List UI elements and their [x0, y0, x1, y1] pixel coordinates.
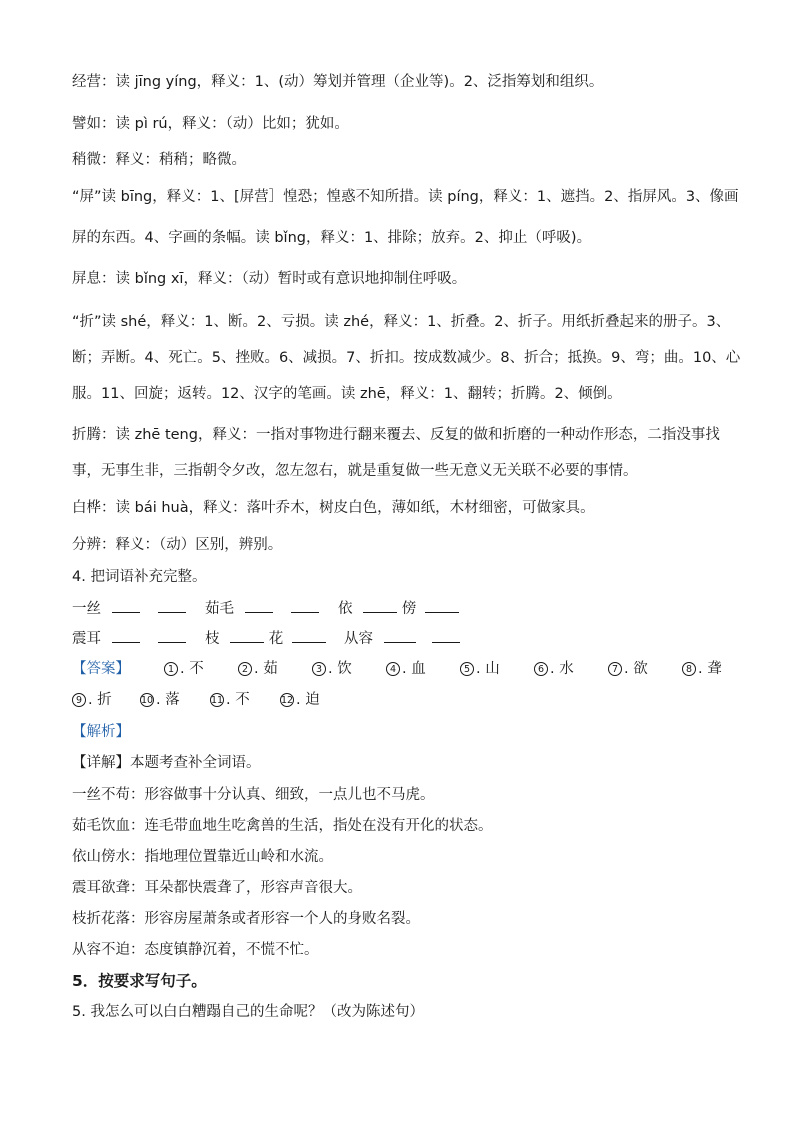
idiom-blank-zhihua	[205, 628, 326, 649]
detail-text: 本题考查补全词语。	[130, 755, 261, 771]
question-5-item: 5. 我怎么可以白白糟蹋自己的生命呢？（改为陈述句）	[72, 1004, 424, 1020]
blank-6[interactable]	[425, 598, 459, 613]
answer-item-6: 6 . 水	[534, 659, 574, 679]
idiom-blank-congrong	[344, 628, 460, 649]
definition-zhe-line3: 服。11、回旋；返转。12、汉字的笔画。读 zhē，释义：1、翻转；折腾。2、倾倒。	[72, 386, 622, 402]
question-5-heading: 5．按要求写句子。	[72, 972, 207, 990]
blank-8[interactable]	[158, 628, 186, 643]
analysis-line-1: 一丝不苟：形容做事十分认真、细致，一点儿也不马虎。	[72, 787, 435, 803]
idiom-char: 依	[338, 601, 353, 617]
definition-jingying: 经营：读 jīng yíng，释义：1、(动）筹划并管理（企业等)。2、泛指筹划和组织。	[72, 74, 604, 90]
idiom-blank-rumao	[205, 598, 319, 619]
answer-item-3: 3 . 饮	[312, 659, 352, 679]
definition-fenbian: 分辨：释义：（动）区别，辨别。	[72, 537, 283, 553]
idiom-blank-zhener	[72, 628, 186, 649]
definition-bingxi: 屏息：读 bǐng xī，释义：（动）暂时或有意识地抑制住呼吸。	[72, 271, 467, 287]
answer-item-12: 12 . 迫	[281, 692, 320, 708]
definition-zheteng-line2: 事，无事生非，三指朝令夕改，忽左忽右，就是重复做一些无意义无关联不必要的事情。	[72, 463, 638, 479]
idiom-prefix: 茹毛	[205, 601, 234, 617]
analysis-line-5: 枝折花落：形容房屋萧条或者形容一个人的身败名裂。	[72, 911, 420, 927]
definition-zheteng-line1: 折腾：读 zhē teng，释义：一指对事物进行翻来覆去、反复的做和折磨的一种动作形态，二指没事找	[72, 427, 720, 443]
idiom-char: 傍	[401, 601, 417, 617]
definition-zhe-line1: “折”读 shé，释义：1、断。2、亏损。读 zhé，释义：1、折叠。2、折子。用纸折叠起来的册子。3、	[72, 314, 731, 330]
answer-item-1: 1 . 不	[164, 659, 204, 679]
answer-item-5: 5 . 山	[460, 659, 500, 679]
blank-3[interactable]	[245, 598, 273, 613]
definition-baihua: 白桦：读 bái huà，释义：落叶乔木，树皮白色，薄如纸，木材细密，可做家具。	[72, 500, 595, 516]
analysis-line-3: 依山傍水：指地理位置靠近山岭和水流。	[72, 849, 333, 865]
answer-item-11: 11 . 不	[211, 692, 250, 708]
definition-shaowei: 稍微：释义：稍稍；略微。	[72, 152, 246, 168]
idiom-blank-yibang	[338, 598, 459, 619]
blank-7[interactable]	[112, 628, 140, 643]
idiom-char: 枝	[205, 631, 220, 647]
detail-line	[72, 753, 261, 773]
analysis-line-4: 震耳欲聋：耳朵都快震聋了，形容声音很大。	[72, 880, 362, 896]
definition-ping-line1: “屏”读 bīng，释义：1、[屏营］惶恐；惶惑不知所措。读 píng，释义：1、遮挡。2、指屏风。3、像画	[72, 189, 739, 205]
answer-item-7: 7 . 欲	[608, 659, 648, 679]
blank-10[interactable]	[292, 628, 326, 643]
answer-tag: 【答案】	[72, 661, 130, 677]
blank-5[interactable]	[363, 598, 397, 613]
answer-item-9: 9 . 折	[72, 690, 112, 710]
question-4-title: 4. 把词语补充完整。	[72, 569, 207, 585]
blank-2[interactable]	[158, 598, 186, 613]
definition-zhe-line2: 断；弄断。4、死亡。5、挫败。6、减损。7、折扣。按成数减少。8、折合；抵换。9、弯；曲。10、心	[72, 350, 741, 366]
blank-1[interactable]	[112, 598, 140, 613]
idiom-prefix: 一丝	[72, 601, 101, 617]
idiom-prefix: 震耳	[72, 631, 101, 647]
definition-piru: 譬如：读 pì rú，释义：（动）比如；犹如。	[72, 116, 349, 132]
idiom-prefix: 从容	[344, 631, 373, 647]
idiom-char: 花	[268, 631, 284, 647]
answer-item-4: 4 . 血	[386, 659, 426, 679]
blank-4[interactable]	[291, 598, 319, 613]
blank-11[interactable]	[384, 628, 416, 643]
answer-item-2: 2 . 茹	[238, 659, 278, 679]
detail-tag: 【详解】	[72, 755, 130, 771]
answer-item-8: 8 . 聋	[682, 659, 722, 679]
blank-12[interactable]	[432, 628, 460, 643]
analysis-line-6: 从容不迫：态度镇静沉着，不慌不忙。	[72, 942, 319, 958]
analysis-tag: 【解析】	[72, 724, 130, 740]
idiom-blank-yisi	[72, 598, 186, 619]
definition-ping-line2: 屏的东西。4、字画的条幅。读 bǐng，释义：1、排除；放弃。2、抑止（呼吸)。	[72, 230, 592, 246]
answer-item-10: 10 . 落	[141, 692, 180, 708]
analysis-line-2: 茹毛饮血：连毛带血地生吃禽兽的生活，指处在没有开化的状态。	[72, 818, 493, 834]
blank-9[interactable]	[230, 628, 264, 643]
